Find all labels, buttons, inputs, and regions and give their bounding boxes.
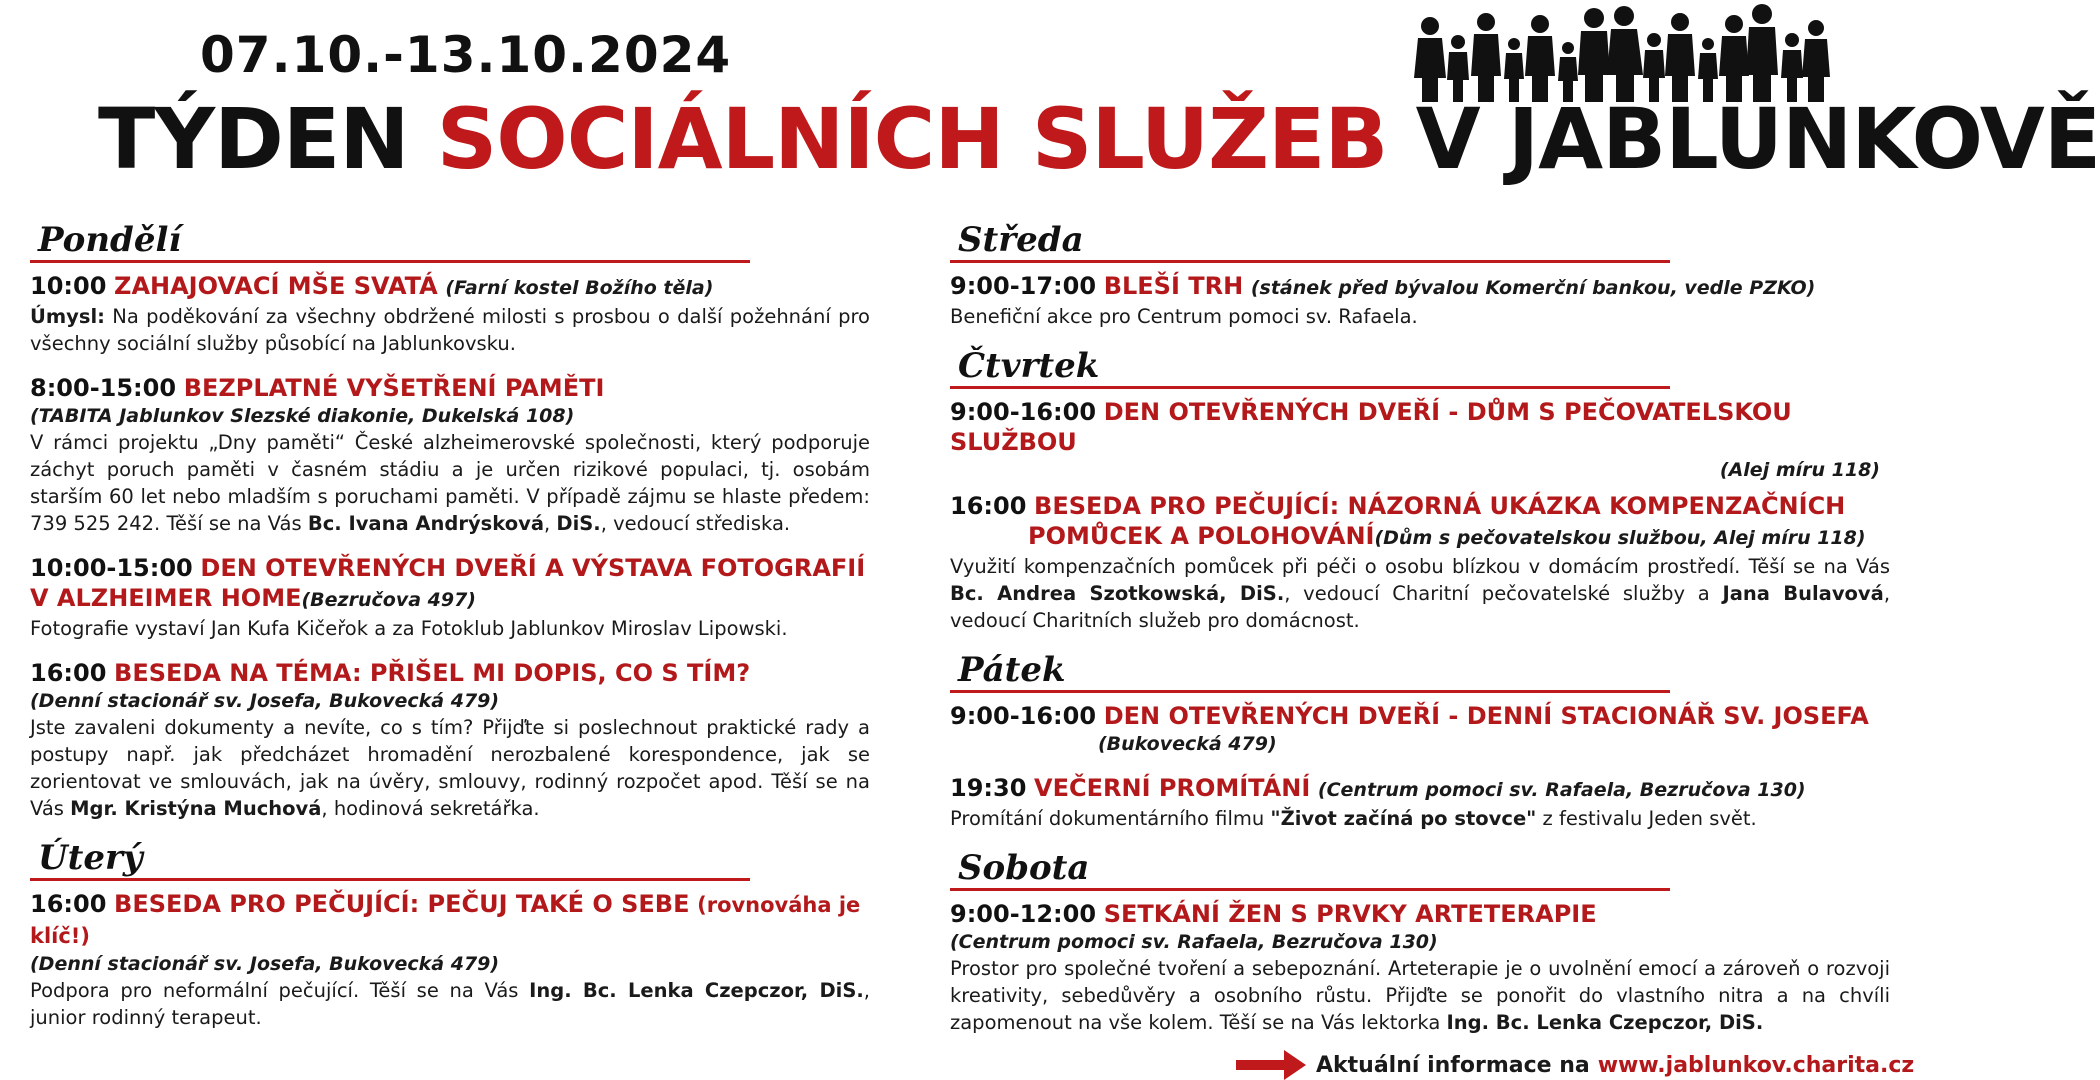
event-item — [950, 701, 1890, 757]
event-time: 9:00-12:00 — [950, 900, 1097, 928]
event-item — [950, 899, 1890, 1036]
day-saturday — [950, 848, 1890, 1036]
event-description: Prostor pro společné tvoření a sebepoznání. Arteterapie je o uvolnění emocí a zároveň o rozvoji kreativity, sebedůvěry a osobního růstu. Přijďte se ponořit do vlastního nitra a na chvíli zapomenout na vše kolem. Těší se na Vás lektorka Ing. Bc. Lenka Czepczor, DiS. — [950, 957, 1890, 1034]
day-heading: Sobota — [958, 848, 1090, 888]
event-time: 10:00-15:00 — [30, 554, 193, 582]
header-dates: 07.10.-13.10.2024 — [200, 26, 732, 84]
event-title: ZAHAJOVACÍ MŠE SVATÁ — [114, 272, 438, 300]
divider — [950, 386, 1670, 389]
event-title-cont: POMŮCEK A POLOHOVÁNÍ — [1028, 522, 1375, 550]
event-description: Podpora pro neformální pečující. Těší se na Vás Ing. Bc. Lenka Czepczor, DiS., junior rodinný terapeut. — [30, 979, 870, 1029]
event-location: (Centrum pomoci sv. Rafaela, Bezručova 130) — [1317, 779, 1806, 801]
event-title: BEZPLATNÉ VYŠETŘENÍ PAMĚTI — [183, 374, 605, 402]
event-title: DEN OTEVŘENÝCH DVEŘÍ A VÝSTAVA FOTOGRAFIÍ — [200, 554, 866, 582]
day-heading: Čtvrtek — [958, 346, 1100, 386]
footer-url-link[interactable]: www.jablunkov.charita.cz — [1597, 1052, 1915, 1078]
page-title: TÝDEN SOCIÁLNÍCH SLUŽEB V JABLUNKOVĚ — [98, 90, 2100, 188]
event-time: 9:00-17:00 — [950, 272, 1097, 300]
event-title: VEČERNÍ PROMÍTÁNÍ — [1034, 774, 1311, 802]
divider — [30, 878, 750, 881]
divider — [950, 260, 1670, 263]
event-location: (Alej míru 118) — [1719, 459, 1880, 481]
event-item — [950, 773, 1890, 832]
day-friday — [950, 650, 1890, 832]
event-item — [30, 889, 870, 1031]
divider — [30, 260, 750, 263]
event-description: Jste zavaleni dokumenty a nevíte, co s tím? Přijďte si poslechnout praktické rady a postupy např. jak předcházet hromadění nerozbalené korespondence, jak se zorientovat ve smlouvách, jak na úvěry, smlouvy, rodinný rozpočet apod. Těší se na Vás Mgr. Kristýna Muchová, hodinová sekretářka. — [30, 716, 870, 820]
right-column — [950, 220, 1890, 1052]
footer-label: Aktuální informace na — [1316, 1052, 1590, 1078]
event-description: V rámci projektu „Dny paměti“ České alzheimerovské společnosti, který podporuje záchyt poruch paměti v časném stádiu a je určen rizikové populaci, tj. osobám starším 60 let nebo mladším s poruchami paměti. V případě zájmu se hlaste předem: 739 525 242. Těší se na Vás Bc. Ivana Andrýsková, DiS., vedoucí střediska. — [30, 431, 870, 535]
event-item — [950, 271, 1890, 330]
event-location: (Centrum pomoci sv. Rafaela, Bezručova 130) — [950, 931, 1438, 953]
divider — [950, 690, 1670, 693]
people-group-icon — [1410, 4, 1830, 104]
event-time: 9:00-16:00 — [950, 702, 1097, 730]
left-column — [30, 220, 870, 1047]
day-heading: Středa — [958, 220, 1084, 260]
day-monday — [30, 220, 870, 822]
red-arrow-icon — [1236, 1050, 1306, 1080]
event-title: DEN OTEVŘENÝCH DVEŘÍ - DENNÍ STACIONÁŘ SV. JOSEFA — [1103, 702, 1869, 730]
divider — [950, 888, 1670, 891]
event-location: (Bukovecká 479) — [1098, 733, 1277, 755]
day-heading: Úterý — [38, 838, 143, 878]
event-location: (Denní stacionář sv. Josefa, Bukovecká 479) — [30, 690, 500, 712]
event-location: (Denní stacionář sv. Josefa, Bukovecká 479) — [30, 953, 500, 975]
event-description: Úmysl: Na poděkování za všechny obdržené milosti s prosbou o další požehnání pro všechny sociální služby působící na Jablunkovsku. — [30, 305, 870, 355]
event-location: (Bezručova 497) — [301, 589, 476, 611]
event-location: (Dům s pečovatelskou službou, Alej míru 118) — [1374, 527, 1866, 549]
event-title: SETKÁNÍ ŽEN S PRVKY ARTETERAPIE — [1103, 900, 1597, 928]
event-time: 16:00 — [950, 492, 1027, 520]
event-description: Benefiční akce pro Centrum pomoci sv. Rafaela. — [950, 305, 1418, 328]
event-time: 19:30 — [950, 774, 1027, 802]
event-time: 10:00 — [30, 272, 107, 300]
event-title: BESEDA PRO PEČUJÍCÍ: NÁZORNÁ UKÁZKA KOMPENZAČNÍCH — [1034, 492, 1846, 520]
event-time: 8:00-15:00 — [30, 374, 177, 402]
footer-info — [1236, 1050, 1914, 1080]
event-title-cont: V ALZHEIMER HOME — [30, 584, 302, 612]
event-title: DEN OTEVŘENÝCH DVEŘÍ - DŮM S PEČOVATELSKOU SLUŽBOU — [950, 398, 1792, 456]
event-item — [950, 491, 1890, 634]
event-location: (TABITA Jablunkov Slezské diakonie, Dukelská 108) — [30, 405, 575, 427]
event-time: 16:00 — [30, 890, 107, 918]
day-wednesday — [950, 220, 1890, 330]
event-title: BLEŠÍ TRH — [1103, 272, 1244, 300]
event-item — [950, 397, 1890, 483]
event-item — [30, 373, 870, 537]
event-title-note: (rovnováha je klíč!) — [30, 893, 861, 948]
event-item — [30, 658, 870, 822]
event-description: Využití kompenzačních pomůcek při péči o osobu blízkou v domácím prostředí. Těší se na Vás Bc. Andrea Szotkowská, DiS., vedoucí Charitní pečovatelské služby a Jana Bulavová, vedoucí Charitních služeb pro domácnost. — [950, 555, 1891, 632]
day-heading: Pondělí — [38, 220, 182, 260]
event-title: BESEDA NA TÉMA: PŘIŠEL MI DOPIS, CO S TÍM? — [114, 659, 751, 687]
event-time: 9:00-16:00 — [950, 398, 1097, 426]
day-heading: Pátek — [958, 650, 1066, 690]
event-time: 16:00 — [30, 659, 107, 687]
event-description: Promítání dokumentárního filmu "Život začíná po stovce" z festivalu Jeden svět. — [950, 807, 1757, 830]
event-title: BESEDA PRO PEČUJÍCÍ: PEČUJ TAKÉ O SEBE — [114, 890, 690, 918]
event-item — [30, 553, 870, 642]
event-location: (stánek před bývalou Komerční bankou, vedle PZKO) — [1250, 277, 1816, 299]
event-description: Fotografie vystaví Jan Kufa Kičeřok a za Fotoklub Jablunkov Miroslav Lipowski. — [30, 617, 788, 640]
event-item — [30, 271, 870, 357]
event-location: (Farní kostel Božího těla) — [445, 277, 714, 299]
day-thursday — [950, 346, 1890, 634]
day-tuesday — [30, 838, 870, 1031]
